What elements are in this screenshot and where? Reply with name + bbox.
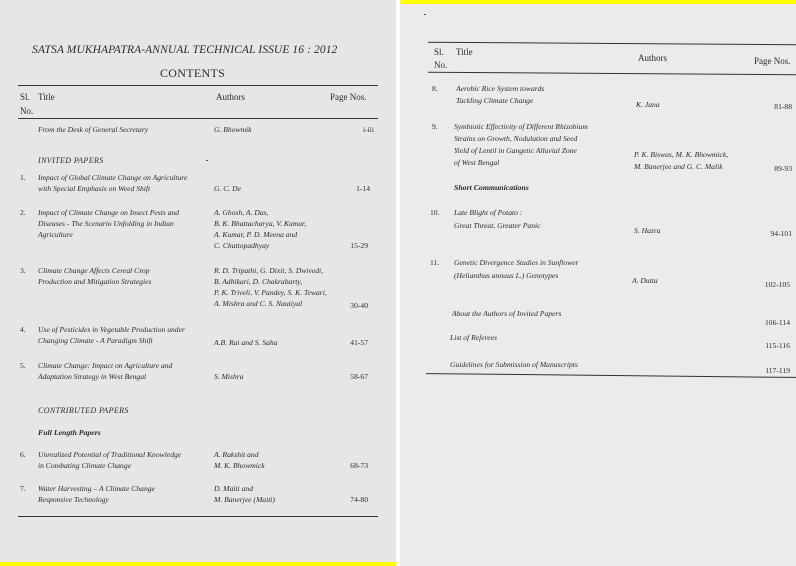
entry-authors-line: S. Mishra	[214, 372, 244, 381]
bottom-rule	[426, 373, 796, 378]
entry-title-line: of West Bengal	[454, 158, 500, 167]
entry-title-line: Water Harvesting – A Climate Change	[38, 484, 155, 493]
entry-title-line: Aerobic Rice System towards	[456, 84, 545, 93]
intro-page: i-iii	[363, 125, 374, 134]
scan-edge-bottom	[0, 562, 396, 566]
entry-number: 10.	[430, 208, 440, 217]
entry-number: 3.	[20, 266, 26, 275]
entry-authors-line: G. C. De	[214, 184, 241, 193]
entry-number: 5.	[20, 361, 26, 370]
left-page	[0, 0, 396, 566]
subsection-short-communications: Short Communications	[454, 183, 529, 192]
entry-page: 102-105	[764, 280, 790, 289]
entry-title-line: Tackling Climate Change	[456, 96, 534, 105]
entry-number: 2.	[20, 208, 26, 217]
entry-authors-line: P. K. Triveli, V. Pandey, S. K. Tewari,	[214, 288, 327, 297]
contents-heading: CONTENTS	[160, 66, 226, 80]
entry-title-line: in Combating Climate Change	[38, 461, 132, 470]
entry-number: 7.	[20, 484, 26, 493]
stray-mark	[206, 160, 208, 161]
entry-page: 89-93	[774, 164, 792, 173]
entry-page: 30-40	[350, 301, 368, 310]
section-contributed-papers: CONTRIBUTED PAPERS	[38, 406, 129, 415]
col-sl: Sl.	[434, 47, 444, 57]
entry-authors-line: K. Jana	[636, 100, 660, 109]
entry-number: 9.	[432, 122, 438, 131]
entry-page: 15-29	[350, 241, 368, 250]
journal-title: SATSA MUKHAPATRA-ANNUAL TECHNICAL ISSUE 16 : 2012	[32, 44, 338, 56]
col-page: Page Nos.	[330, 92, 367, 102]
entry-authors-line: A. Ghosh, A. Das,	[214, 208, 269, 217]
subsection-full-length-papers: Full Length Papers	[38, 428, 101, 437]
entry-authors-line: A. Mishra and C. S. Nautiyal	[214, 299, 303, 308]
extra-title: About the Authors of Invited Papers	[452, 309, 562, 318]
scan-edge-top	[400, 0, 796, 4]
entry-page: 58-67	[350, 372, 368, 381]
entry-authors-line: D. Maiti and	[214, 484, 254, 493]
section-invited-papers: INVITED PAPERS	[38, 156, 104, 165]
col-no: No.	[20, 106, 34, 116]
entry-title-line: Responsive Technology	[38, 495, 109, 504]
entry-authors-line: M. Banerjee and G. C. Malik	[634, 162, 723, 171]
entry-number: 8.	[432, 84, 438, 93]
entry-page: 74-80	[350, 495, 368, 504]
header-rule	[428, 72, 796, 76]
entry-title-line: Yield of Lentil in Gangetic Alluvial Zone	[454, 146, 577, 155]
col-title: Title	[456, 47, 473, 57]
entry-title-line: Use of Pesticides in Vegetable Production under	[38, 325, 185, 334]
col-authors: Authors	[216, 92, 245, 102]
extra-title: List of Referees	[450, 333, 497, 342]
entry-title-line: Great Threat, Greater Panic	[454, 221, 541, 230]
entry-title-line: Late Blight of Potato :	[454, 208, 523, 217]
entry-title-line: with Special Emphasis on Weed Shift	[38, 184, 151, 193]
entry-authors-line: M. Banerjee (Maiti)	[214, 495, 275, 504]
entry-title-line: Genetic Divergence Studies in Sunflower	[454, 258, 579, 267]
top-rule	[18, 85, 378, 86]
entry-page: 68-73	[350, 461, 368, 470]
entry-page: 94-101	[770, 229, 792, 238]
right-page	[400, 0, 796, 566]
col-title: Title	[38, 92, 55, 102]
entry-title-line: Climate Change: Impact on Agriculture and	[38, 361, 173, 370]
entry-authors-line: R. D. Tripathi, G. Dixit, S. Dwivedi,	[214, 266, 324, 275]
entry-authors-line: A. Rakshit and	[214, 450, 259, 459]
intro-title: From the Desk of General Secretary	[38, 125, 149, 134]
stray-mark	[424, 14, 426, 15]
bottom-rule	[18, 516, 378, 517]
entry-title-line: Changing Climate - A Paradigm Shift	[38, 336, 153, 345]
intro-authors: G. Bhowmik	[214, 125, 252, 134]
entry-authors-line: C. Chattopadhyay	[214, 241, 270, 250]
page-gutter	[396, 0, 400, 566]
entry-title-line: Climate Change Affects Cereal Crop	[38, 266, 150, 275]
extra-title: Guidelines for Submission of Manuscripts	[450, 360, 578, 369]
entry-title-line: (Helianthus annuus L.) Genotypes	[454, 271, 559, 280]
col-page: Page Nos.	[754, 56, 791, 66]
entry-title-line: Adaptation Strategy in West Bengal	[38, 372, 147, 381]
col-no: No.	[434, 60, 448, 70]
entry-title-line: Production and Mitigation Strategies	[38, 277, 152, 286]
entry-title-line: Strains on Growth, Nodulation and Seed	[454, 134, 578, 143]
entry-authors-line: S. Hazra	[634, 226, 661, 235]
entry-title-line: Impact of Global Climate Change on Agriculture	[38, 173, 188, 182]
entry-title-line: Agriculture	[38, 230, 73, 239]
col-authors: Authors	[638, 53, 667, 63]
entry-title-line: Symbiotic Effectivity of Different Rhizobium	[454, 122, 588, 131]
entry-authors-line: A. Kumar, P. D. Meena and	[214, 230, 298, 239]
entry-number: 1.	[20, 173, 26, 182]
extra-page: 117-119	[765, 366, 790, 375]
entry-title-line: Impact of Climate Change on Insect Pests and	[38, 208, 180, 217]
entry-title-line: Diseases - The Scenario Unfolding in Indian	[38, 219, 174, 228]
header-rule	[18, 118, 378, 119]
entry-authors-line: A. Dutta	[632, 276, 658, 285]
entry-number: 11.	[430, 258, 440, 267]
entry-authors-line: P. K. Biswas, M. K. Bhowmick,	[634, 150, 729, 159]
entry-authors-line: A.B. Rai and S. Saha	[214, 338, 278, 347]
top-rule	[428, 42, 796, 46]
entry-authors-line: B. K. Bhattacharya, V. Kumar,	[214, 219, 307, 228]
entry-authors-line: M. K. Bhowmick	[214, 461, 265, 470]
entry-number: 4.	[20, 325, 26, 334]
entry-page: 1-14	[356, 184, 370, 193]
entry-number: 6.	[20, 450, 26, 459]
entry-authors-line: B. Adhikari, D. Chakrabarty,	[214, 277, 303, 286]
extra-page: 115-116	[765, 341, 790, 350]
col-sl: Sl.	[20, 92, 30, 102]
entry-page: 81-88	[774, 102, 792, 111]
entry-title-line: Unrealized Potential of Traditional Knowledge	[38, 450, 182, 459]
extra-page: 106-114	[764, 318, 790, 327]
entry-page: 41-57	[350, 338, 368, 347]
